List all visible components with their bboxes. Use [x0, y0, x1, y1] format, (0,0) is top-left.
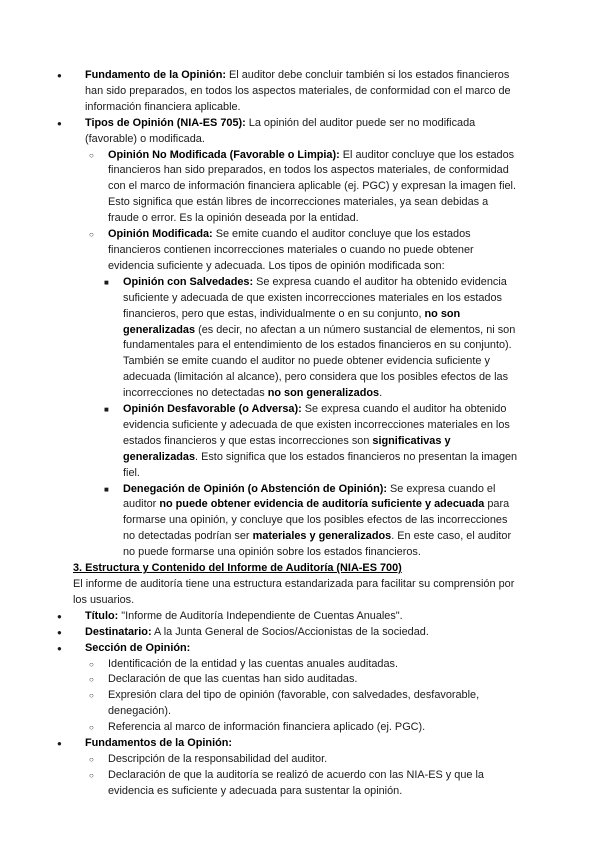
item-title: Destinatario: — [85, 625, 152, 638]
list-item-desfavorable — [0, 402, 600, 482]
item-emphasis: no son generalizadas — [123, 307, 461, 336]
item-text: Declaración de que la auditoría se realizó de acuerdo con las NIA-ES y que la evidencia es suficiente y adecuada para sustentar la opinión. — [108, 768, 484, 797]
section-heading: 3. Estructura y Contenido del Informe de Auditoría (NIA-ES 700) — [73, 562, 402, 575]
item-title: Opinión Desfavorable (o Adversa): — [123, 403, 302, 416]
item-text: "Informe de Auditoría Independiente de Cuentas Anuales". — [118, 609, 403, 622]
item-title: Fundamento de la Opinión: — [85, 69, 226, 81]
item-text: Se emite cuando el auditor concluye que los estados financieros contienen incorrecciones materiales o cuando no puede obtener evidencia suficiente y adecuada. Los tipos de opinión modificada son: — [108, 228, 474, 272]
item-title: Fundamentos de la Opinión: — [85, 737, 233, 750]
square-bullet-icon: ■ — [104, 484, 109, 494]
list-item-seccion-opinion — [0, 641, 600, 657]
item-title: Tipos de Opinión (NIA-ES 705): — [85, 116, 246, 129]
item-text: Referencia al marco de información financiera aplicado (ej. PGC). — [108, 721, 426, 734]
item-text: . — [379, 387, 383, 400]
item-text: Se expresa cuando el auditor — [123, 482, 496, 511]
circle-bullet-icon: ○ — [89, 150, 94, 160]
section-intro: El informe de auditoría tiene una estructura estandarizada para facilitar su comprensión por los usuarios. — [73, 578, 515, 606]
item-text: Se expresa cuando el auditor ha obtenido evidencia suficiente y adecuada de que existen incorrecciones materiales en los estados financieros y que estas incorrecciones son — [123, 403, 510, 447]
item-text: . En este caso, el auditor no puede formarse una opinión sobre los estados financieros. — [123, 530, 512, 559]
list-item-denegacion — [0, 482, 600, 562]
circle-bullet-icon: ○ — [89, 230, 94, 240]
circle-bullet-icon: ○ — [89, 659, 94, 669]
item-title: Título: — [85, 609, 119, 622]
bullet-icon: ● — [57, 627, 62, 637]
list-item-fundamento — [0, 68, 600, 116]
list-item — [0, 768, 600, 800]
item-text: para formarse una opinión, y concluye que los posibles efectos de las incorrecciones no detectadas podrían ser — [123, 498, 510, 543]
item-title: Denegación de Opinión (o Abstención de Opinión): — [123, 482, 387, 495]
list-item — [0, 752, 600, 768]
list-item — [0, 720, 600, 736]
item-emphasis: significativas y generalizadas — [123, 434, 451, 463]
list-item — [0, 657, 600, 673]
circle-bullet-icon: ○ — [89, 675, 94, 685]
list-item-titulo — [0, 609, 600, 625]
circle-bullet-icon: ○ — [89, 691, 94, 701]
item-title: Opinión No Modificada (Favorable o Limpia): — [108, 148, 340, 161]
item-title: Opinión Modificada: — [108, 228, 213, 241]
item-emphasis: materiales y generalizados — [252, 530, 392, 543]
item-text: Se expresa cuando el auditor ha obtenido evidencia suficiente y adecuada de que existen incorrecciones materiales en los estados financieros, pero que estas, individualmente o en su conjunto, — [123, 275, 507, 320]
square-bullet-icon: ■ — [104, 405, 109, 415]
item-text: . Esto significa que los estados financieros no presentan la imagen fiel. — [123, 450, 518, 479]
bullet-icon: ● — [57, 739, 62, 749]
list-item — [0, 672, 600, 688]
item-text: El auditor concluye que los estados financieros han sido preparados, en todos los aspectos materiales, de conformidad con el marco de información financiera aplicable (ej. PGC) y expresan la imagen fiel. Esto significa que están libres de incorrecciones materiales, ya sean debidas a fraude o error. Es la opinión deseada por la entidad. — [108, 148, 516, 225]
list-item — [0, 688, 600, 720]
item-text: (es decir, no afectan a un número sustancial de elementos, ni son fundamentales para el entendimiento de los estados financieros en su conjunto). También se emite cuando el auditor no puede obtener evidencia suficiente y adecuada (limitación al alcance), pero considera que los posibles efectos de las incorrecciones no detectadas — [123, 323, 516, 400]
circle-bullet-icon: ○ — [89, 723, 94, 733]
bullet-icon: ● — [57, 611, 62, 621]
list-item-destinatario — [0, 625, 600, 641]
square-bullet-icon: ■ — [104, 277, 109, 287]
item-title: Sección de Opinión: — [85, 641, 191, 654]
circle-bullet-icon: ○ — [89, 754, 94, 764]
item-text: El auditor debe concluir también si los estados financieros han sido preparados, en todos los aspectos materiales, de conformidad con el marco de información financiera aplicable. — [85, 69, 511, 113]
item-emphasis: no son generalizados — [267, 387, 380, 400]
list-item-salvedades — [0, 275, 600, 402]
bullet-icon: ● — [57, 643, 62, 653]
item-text: Identificación de la entidad y las cuentas anuales auditadas. — [108, 657, 399, 670]
list-item-no-modificada — [0, 148, 600, 228]
bullet-icon: ● — [57, 118, 62, 128]
bullet-icon: ● — [57, 71, 62, 80]
item-text: Expresión clara del tipo de opinión (favorable, con salvedades, desfavorable, denegación). — [108, 689, 480, 718]
list-item-modificada — [0, 227, 600, 275]
circle-bullet-icon: ○ — [89, 770, 94, 780]
item-text: Descripción de la responsabilidad del auditor. — [108, 752, 328, 765]
item-text: Declaración de que las cuentas han sido auditadas. — [108, 673, 358, 686]
item-emphasis: no puede obtener evidencia de auditoría suficiente y adecuada — [159, 498, 485, 511]
item-title: Opinión con Salvedades: — [123, 275, 254, 288]
item-text: La opinión del auditor puede ser no modificada (favorable) o modificada. — [85, 116, 476, 145]
document-page — [0, 68, 600, 800]
list-item-fundamentos — [0, 736, 600, 752]
list-item-tipos — [0, 116, 600, 148]
item-text: A la Junta General de Socios/Accionistas de la sociedad. — [151, 625, 429, 638]
